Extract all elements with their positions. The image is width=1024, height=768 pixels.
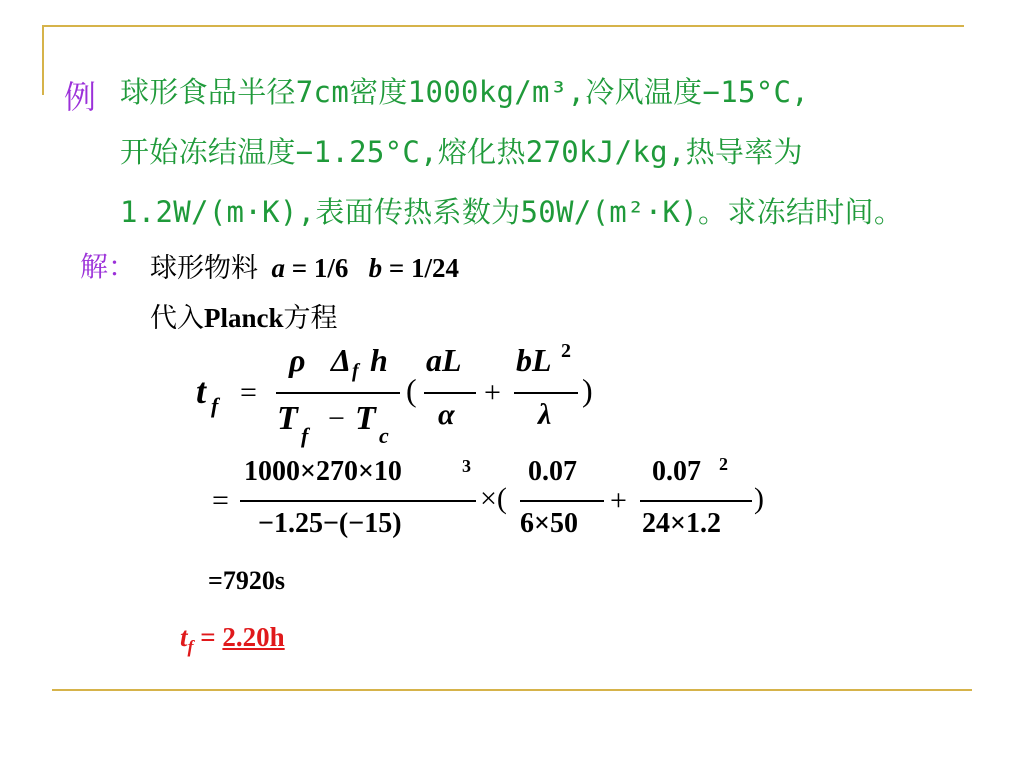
formula-rho: ρ [289, 342, 306, 378]
problem-line-2: 开始冻结温度−1.25°C,熔化热270kJ/kg,热导率为 [120, 135, 803, 169]
final-sub-f: f [187, 636, 194, 657]
frame-bottom-rule [52, 689, 972, 691]
formula-term2-den: λ [538, 398, 552, 431]
planck-text: Planck [204, 303, 284, 333]
formula-plus: + [484, 376, 501, 409]
var-a: a [271, 253, 285, 283]
formula-den-minus: − [328, 402, 345, 435]
example-label: 例 [64, 78, 97, 116]
formula-h: h [370, 342, 388, 378]
formula-term2-sup: 2 [561, 340, 571, 362]
formula-delta-sub-f: f [352, 360, 359, 382]
subst-equals: = [212, 484, 229, 517]
subst-num-sup: 3 [462, 456, 471, 476]
solution-label: 解： [80, 250, 137, 283]
final-eq: = [193, 622, 223, 652]
formula-term1-bar [424, 392, 476, 394]
subst-num: 1000×270×10 [244, 456, 402, 487]
value-b: = 1/24 [388, 253, 460, 283]
formula-equals: = [240, 376, 257, 409]
subst-term1-bar [520, 500, 604, 502]
formula-delta: Δ [331, 342, 352, 378]
result-line: =7920s [208, 566, 285, 595]
subst-paren-close: ) [754, 482, 764, 515]
formula-lhs-sub-f: f [211, 393, 219, 418]
subst-term2-den: 24×1.2 [642, 508, 721, 539]
formula-paren-close: ) [582, 372, 593, 408]
formula-term2-num: bL [516, 342, 552, 378]
value-a: = 1/6 [291, 253, 349, 283]
solution-line-1 [150, 246, 459, 285]
formula-term1-num: aL [426, 342, 462, 378]
formula-den-sub-c: c [379, 423, 389, 448]
formula-term1-den: α [438, 398, 455, 431]
var-b: b [368, 253, 383, 283]
subst-term2-sup: 2 [719, 454, 728, 474]
subst-main-fraction-bar [240, 500, 476, 502]
formula-term2-bar [514, 392, 578, 394]
subst-den: −1.25−(−15) [258, 508, 402, 539]
substitute-text: 代入 [150, 303, 204, 334]
subst-term1-den: 6×50 [520, 508, 578, 539]
subst-term1-num: 0.07 [528, 456, 577, 487]
final-answer [180, 622, 285, 657]
subst-times-paren: ×( [480, 482, 507, 515]
subst-term2-bar [640, 500, 752, 502]
formula-main-fraction-bar [276, 392, 400, 394]
problem-line-3: 1.2W/(m·K),表面传热系数为50W/(m²·K)。求冻结时间。 [120, 195, 904, 229]
formula-paren-open: ( [406, 372, 417, 408]
final-value: 2.20h [222, 622, 285, 652]
final-t: t [180, 622, 188, 652]
subst-plus: + [610, 484, 627, 517]
formula-den-T1: T [277, 400, 298, 437]
subst-term2-num: 0.07 [652, 456, 701, 487]
solution-line-2 [150, 296, 338, 335]
solution-spherical-text: 球形物料 [150, 253, 258, 284]
frame-top-rule [42, 25, 964, 27]
problem-line-1: 球形食品半径7cm密度1000kg/m³,冷风温度−15°C, [120, 75, 810, 109]
formula-lhs-t: t [196, 371, 207, 411]
frame-left-rule [42, 25, 44, 95]
equation-text: 方程 [283, 303, 338, 334]
formula-den-sub-f: f [301, 423, 309, 448]
formula-den-T2: T [355, 400, 376, 437]
